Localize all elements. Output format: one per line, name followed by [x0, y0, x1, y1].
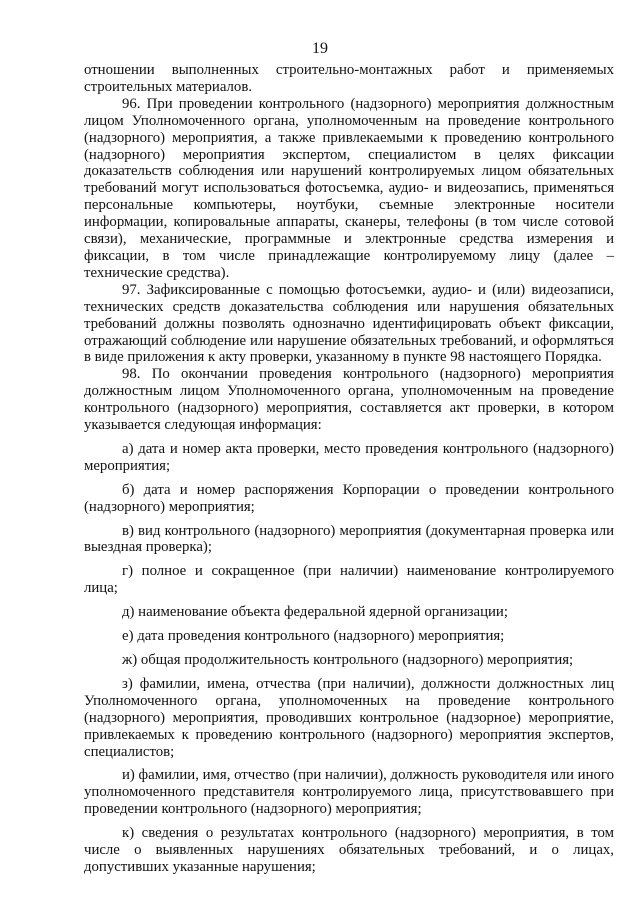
paragraph-continuation: отношении выполненных строительно-монтажных работ и применяемых строительных материалов. [84, 62, 614, 95]
paragraph-98: 98. По окончании проведения контрольного (надзорного) мероприятия должностным лицом Уполномоченного органа, уполномоченным на проведение контрольного (надзорного) мероприятия, составляется акт проверки, в котором указывается следующая информация: [84, 366, 614, 434]
list-item-d: д) наименование объекта федеральной ядерной организации; [122, 604, 508, 621]
list-item-v: в) вид контрольного (надзорного) мероприятия (документарная проверка или выездная проверка); [84, 522, 614, 556]
list-item-z: з) фамилии, имена, отчества (при наличии), должности должностных лиц Уполномоченного органа, уполномоченных на проведение контрольного (надзорного) мероприятия, проводивших контрольное (надзорное) мероприятие, привлекаемых к проведению контрольного (надзорного) мероприятия экспертов, специалистов; [84, 675, 614, 760]
paragraph-97: 97. Зафиксированные с помощью фотосъемки, аудио- и (или) видеозаписи, технических средств доказательства соблюдения или нарушения обязательных требований должны позволять однозначно идентифицировать объект фиксации, отражающий соблюдение или нарушение обязательных требований, и оформляться в виде приложения к акту проверки, указанному в пункте 98 настоящего Порядка. [84, 281, 614, 366]
page-number: 19 [312, 40, 328, 57]
list-item-b: б) дата и номер распоряжения Корпорации о проведении контрольного (надзорного) мероприятия; [84, 481, 614, 515]
list-item-i: и) фамилии, имя, отчество (при наличии), должность руководителя или иного уполномоченного представителя контролируемого лица, присутствовавшего при проведении контрольного (надзорного) мероприятия; [84, 767, 614, 818]
list-item-k: к) сведения о результатах контрольного (надзорного) мероприятия, в том числе о выявленных нарушениях обязательных требований, и о лицах, допустивших указанные нарушения; [84, 825, 614, 875]
list-item-g: г) полное и сокращенное (при наличии) наименование контролируемого лица; [84, 563, 614, 597]
paragraph-96: 96. При проведении контрольного (надзорного) мероприятия должностным лицом Уполномоченного органа, уполномоченным на проведение контрольного (надзорного) мероприятия, а также привлекаемыми к проведению контрольного (надзорного) мероприятия экспертом, специалистом в целях фиксации доказательств соблюдения или нарушений контролируемых лицом обязательных требований могут использоваться фотосъемка, аудио- и видеозапись, применяться персональные компьютеры, ноутбуки, съемные электронные носители информации, копировальные аппараты, сканеры, телефоны (в том числе сотовой связи), механические, программные и электронные средства измерения и фиксации, в том числе принадлежащие контролируемому лицу (далее – технические средства). [84, 95, 614, 281]
list-item-zh: ж) общая продолжительность контрольного (надзорного) мероприятия; [122, 652, 574, 668]
list-item-e: е) дата проведения контрольного (надзорного) мероприятия; [122, 628, 505, 645]
list-item-a: а) дата и номер акта проверки, место проведения контрольного (надзорного) мероприятия; [84, 440, 614, 474]
document-body [84, 62, 614, 876]
